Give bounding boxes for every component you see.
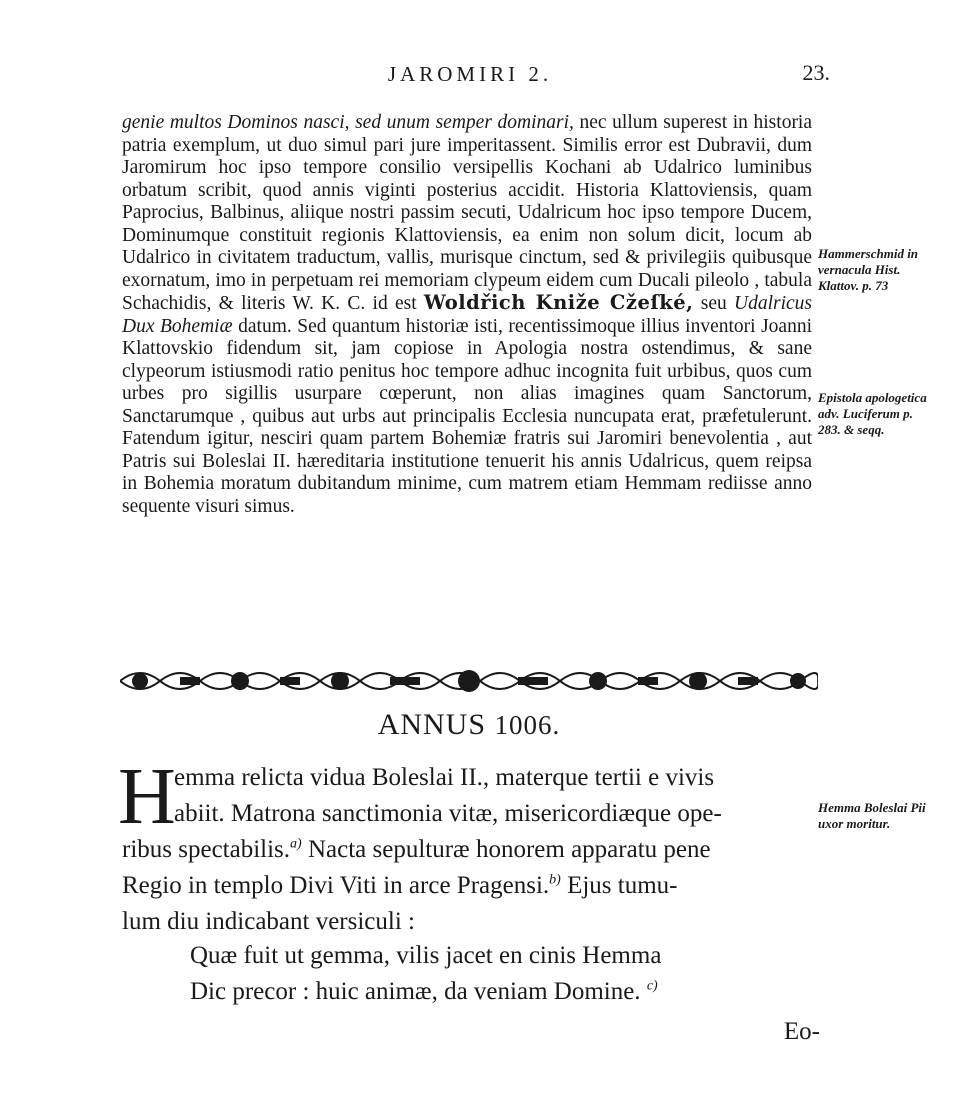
drop-cap: H <box>118 753 176 841</box>
text-segment: Ejus tumu- <box>560 872 678 899</box>
margin-note-hammerschmid: Hammerschmid in vernacula Hist. Klattov. p. 73 <box>818 246 919 293</box>
decorative-ornament-band <box>120 660 818 702</box>
body-text: nec ullum superest in historia patria exemplum, ut duo simul pari jure imperitassent. Similis error est Dubravii, dum Jaromirum hoc ipso tempore consilio versipellis Kochani ab Udalrico luminibus orbatum scribit, quod annis viginti posterius accidit. Historia Klattoviensis, quam Paprocius, Balbinus, aliique nostri passim secuti, Udalricum hoc ipso tempore Ducem, Dominumque constituit regionis Klattoviensis, ea enim non solum dicit, locum ab Udalrico in civitatem traductum, vallis, murisque cinctum, sed & privilegiis quibusque exornatum, imo in perpetuam rei memoriam clypeum eidem cum Ducali pileolo , tabula Schachidis, & literis W. K. C. id est <box>122 112 813 314</box>
footnote-marker: a) <box>290 836 302 852</box>
text-line <box>122 868 812 904</box>
epitaph-verse <box>190 938 810 1010</box>
text-line <box>122 832 812 868</box>
catchword: Eo- <box>783 1018 820 1045</box>
heading-word: ANNUS <box>377 708 487 741</box>
text-segment: Regio in templo Divi Viti in arce Pragensi. <box>122 872 550 899</box>
text-line: lum diu indicabant versiculi : <box>122 908 415 935</box>
margin-note-epistola: Epistola apologetica adv. Luciferum p. 283. & seqq. <box>818 390 927 437</box>
body-text: seu <box>693 293 734 314</box>
running-title: JAROMIRI 2. <box>387 62 553 86</box>
text-line: emma relicta vidua Boleslai II., materque tertii e vivis <box>174 764 715 791</box>
italic-phrase: Udalricus Dux Bohemiæ <box>122 293 812 337</box>
italic-phrase: genie multos Dominos nasci, sed unum semper dominari, <box>122 112 574 133</box>
margin-note-hemma: Hemma Boleslai Pii uxor moritur. <box>818 800 926 831</box>
upper-text-block <box>122 112 812 518</box>
text-segment: Nacta sepulturæ honorem apparatu pene <box>301 836 711 863</box>
body-text: datum. Sed quantum historiæ isti, recentissimoque illius inventori Joanni Klattovskio fidendum sit, jam copiose in Apologia nostra ostendimus, & sane clypeorum istiusmodi ratio penitus hoc tempore adhuc incognita fuit urbibus, quos cum urbes pro sigillis usurpare cœperunt, non alias imagines quam Sanctorum, Sanctarumque , quibus aut urbs aut principalis Ecclesia nuncupata erat, præfetulerunt. Fatendum igitur, nesciri quam partem Bohemiæ fratris sui Jaromiri benevolentia , aut Patris sui Boleslai II. hæreditaria institutione tenuerit his annis Udalricus, quem reipsa in Bohemia moratum dubitandum minime, cum matrem etiam Hemmam rediisse anno sequente visuri simus. <box>122 315 813 517</box>
text-segment: ribus spectabilis. <box>122 836 291 863</box>
heading-year: 1006. <box>494 710 561 740</box>
paragraph <box>122 112 812 518</box>
footnote-marker: b) <box>549 872 561 888</box>
text-line: abiit. Matrona sanctimonia vitæ, misericordiæque ope- <box>174 800 722 827</box>
main-text-block <box>122 760 812 940</box>
verse-line <box>190 974 810 1010</box>
verse-line: Quæ fuit ut gemma, vilis jacet en cinis Hemma <box>190 942 662 969</box>
year-heading <box>120 708 818 742</box>
footnote-marker: c) <box>646 978 658 994</box>
text-segment: Dic precor : huic animæ, da veniam Domine. <box>190 978 641 1005</box>
page-number: 23. <box>802 60 830 85</box>
fraktur-phrase: Woldřich Kniže Cžeſké, <box>423 291 694 314</box>
